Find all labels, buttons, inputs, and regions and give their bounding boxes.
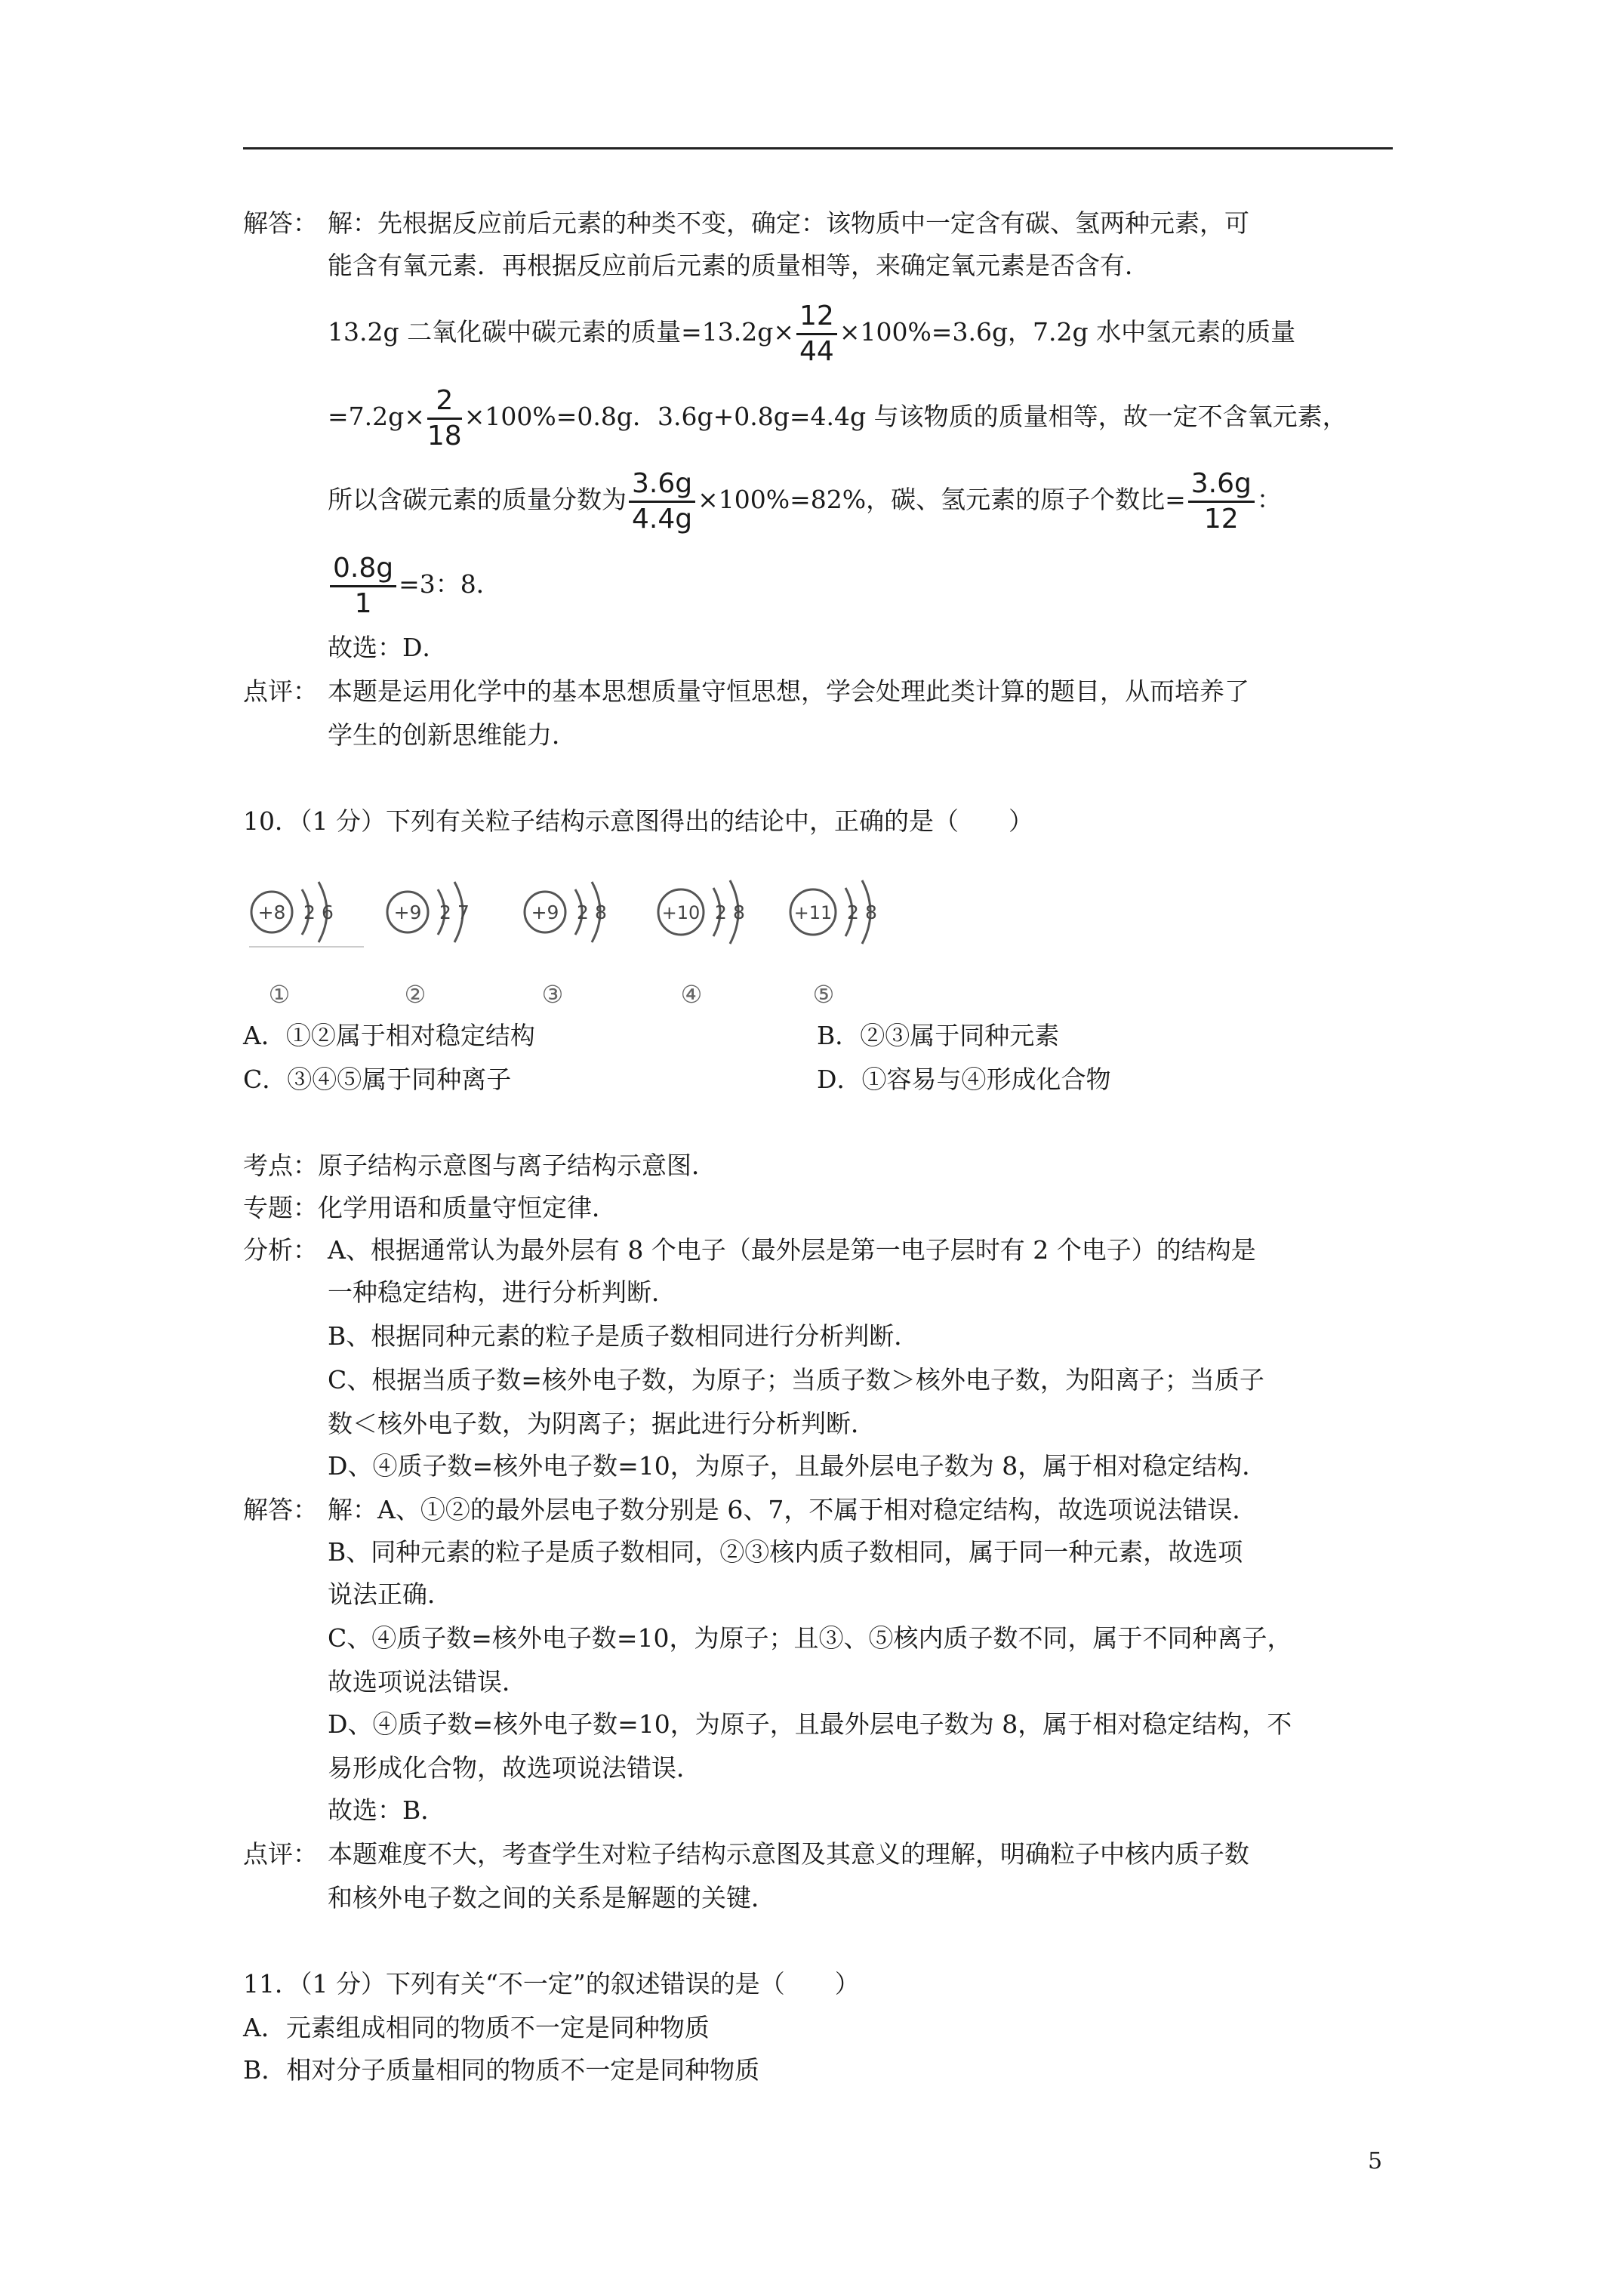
nucleus-charge: +10	[661, 902, 701, 923]
solution-line-1: 解：A、①②的最外层电子数分别是 6、7，不属于相对稳定结构，故选项说法错误．	[328, 1495, 1258, 1524]
analysis-line-3: B、根据同种元素的粒子是质子数相同进行分析判断．	[328, 1321, 919, 1351]
review-line-2: 和核外电子数之间的关系是解题的关键．	[328, 1883, 776, 1912]
particle-diagram-5	[790, 880, 877, 1009]
page-number: 5	[1368, 2148, 1383, 2174]
analysis-line-2: 一种稳定结构，进行分析判断．	[328, 1277, 676, 1307]
solution-line-5: 故选项说法错误．	[328, 1667, 527, 1697]
particle-diagram-1	[249, 882, 364, 1009]
answer-line-6	[328, 545, 501, 624]
answer-line-4	[328, 378, 1347, 456]
fraction-3.6g-4.4g	[629, 467, 695, 535]
particle-diagram-2	[387, 882, 470, 1009]
comment-line-1: 本题是运用化学中的基本思想质量守恒思想，学会处理此类计算的题目，从而培养了	[328, 676, 1249, 706]
diagram-label: ①	[268, 980, 291, 1009]
solution-choice: 故选：B．	[328, 1795, 446, 1825]
diagram-label: ⑤	[812, 980, 835, 1009]
answer-line-5b: ×100%=82%，碳、氢元素的原子个数比=	[698, 485, 1186, 514]
answer-line-1: 解：先根据反应前后元素的种类不变，确定：该物质中一定含有碳、氢两种元素，可	[328, 208, 1249, 238]
comment-line-2: 学生的创新思维能力．	[328, 720, 577, 750]
answer-label: 解答：	[243, 208, 318, 238]
fraction-denominator: 44	[799, 335, 834, 367]
answer-choice: 故选：D．	[328, 633, 448, 662]
fraction-numerator: 12	[796, 303, 837, 335]
answer-line-4a: =7.2g×	[328, 402, 425, 431]
answer-line-6b: =3：8．	[399, 569, 501, 599]
nucleus-charge: +8	[257, 901, 286, 923]
analysis-line-1: A、根据通常认为最外层有 8 个电子（最外层是第一电子层时有 2 个电子）的结构是	[328, 1235, 1256, 1265]
answer-line-5c: ：	[1256, 485, 1282, 514]
particle-diagram-4	[658, 880, 745, 1009]
q10-stem: 10．（1 分）下列有关粒子结构示意图得出的结论中，正确的是（ ）	[243, 806, 1033, 836]
solution-line-3: 说法正确．	[328, 1579, 452, 1609]
diagram-label: ③	[541, 980, 564, 1009]
analysis-line-6: D、④质子数=核外电子数=10，为原子，且最外层电子数为 8，属于相对稳定结构．	[328, 1451, 1267, 1481]
analysis-line-5: 数＜核外电子数，为阴离子；据此进行分析判断．	[328, 1409, 876, 1438]
q10-option-b: B．②③属于同种元素	[817, 1021, 1060, 1050]
analysis-line-4: C、根据当质子数=核外电子数，为原子；当质子数＞核外电子数，为阳离子；当质子	[328, 1365, 1264, 1395]
fraction-numerator: 3.6g	[1188, 470, 1255, 503]
q11-option-a: A．元素组成相同的物质不一定是同种物质	[243, 2013, 710, 2042]
particle-diagram-3	[525, 882, 607, 1009]
review-label: 点评：	[243, 1839, 318, 1869]
answer-line-4b: ×100%=0.8g．3.6g+0.8g=4.4g 与该物质的质量相等，故一定不含氧元素，	[463, 402, 1347, 431]
q11-option-b: B．相对分子质量相同的物质不一定是同种物质	[243, 2055, 760, 2085]
fraction-numerator: 0.8g	[330, 555, 396, 587]
fraction-numerator: 3.6g	[629, 470, 695, 503]
fraction-denominator: 4.4g	[632, 503, 693, 535]
shell-electrons-2: 8	[595, 901, 607, 923]
fraction-denominator: 12	[1203, 503, 1239, 535]
answer-line-3a: 13.2g 二氧化碳中碳元素的质量=13.2g×	[328, 317, 794, 347]
shell-electrons-2: 8	[733, 901, 745, 923]
answer-line-5a: 所以含碳元素的质量分数为	[328, 485, 627, 514]
q10-option-d: D．①容易与④形成化合物	[817, 1065, 1111, 1094]
shell-electrons-2: 8	[865, 901, 877, 923]
nucleus-charge: +9	[531, 901, 559, 923]
solution-line-6: D、④质子数=核外电子数=10，为原子，且最外层电子数为 8，属于相对稳定结构，不	[328, 1709, 1292, 1739]
q10-kaodian: 考点：原子结构示意图与离子结构示意图．	[243, 1151, 716, 1180]
shell-electrons-1: 2	[577, 901, 589, 923]
fraction-2-18	[427, 384, 462, 451]
q10-option-c: C．③④⑤属于同种离子	[243, 1065, 512, 1094]
q10-zhuanti: 专题：化学用语和质量守恒定律．	[243, 1193, 617, 1222]
fraction-3.6g-12	[1188, 467, 1255, 535]
solution-line-2: B、同种元素的粒子是质子数相同，②③核内质子数相同，属于同一种元素，故选项	[328, 1537, 1243, 1567]
shell-electrons-1: 2	[303, 901, 316, 923]
solution-line-7: 易形成化合物，故选项说法错误．	[328, 1753, 701, 1783]
fraction-12-44	[796, 300, 837, 367]
review-line-1: 本题难度不大，考查学生对粒子结构示意图及其意义的理解，明确粒子中核内质子数	[328, 1839, 1249, 1869]
fraction-0.8g-1	[330, 552, 396, 619]
nucleus-charge: +9	[393, 901, 422, 923]
particle-structure-diagrams	[243, 867, 892, 1010]
shell-electrons-2: 6	[322, 901, 334, 923]
analysis-label: 分析：	[243, 1235, 318, 1265]
answer-line-5	[328, 461, 1282, 539]
answer-line-3b: ×100%=3.6g，7.2g 水中氢元素的质量	[839, 317, 1296, 347]
q10-option-a: A．①②属于相对稳定结构	[243, 1021, 535, 1050]
diagram-label: ④	[680, 980, 703, 1009]
shell-electrons-2: 7	[457, 901, 470, 923]
fraction-denominator: 1	[354, 587, 372, 619]
nucleus-charge: +11	[793, 902, 833, 923]
solution-label: 解答：	[243, 1495, 318, 1524]
diagram-label: ②	[404, 980, 427, 1009]
q11-stem: 11．（1 分）下列有关“不一定”的叙述错误的是（ ）	[243, 1969, 860, 1999]
header-rule	[243, 147, 1393, 149]
solution-line-4: C、④质子数=核外电子数=10，为原子；且③、⑤核内质子数不同，属于不同种离子，	[328, 1623, 1292, 1653]
fraction-numerator: 2	[427, 387, 462, 420]
shell-electrons-1: 2	[439, 901, 451, 923]
comment-label: 点评：	[243, 676, 318, 706]
answer-line-3	[328, 293, 1295, 371]
shell-electrons-1: 2	[847, 901, 859, 923]
fraction-denominator: 18	[427, 420, 462, 451]
shell-electrons-1: 2	[715, 901, 727, 923]
answer-line-2: 能含有氧元素．再根据反应前后元素的质量相等，来确定氧元素是否含有．	[328, 251, 1150, 280]
